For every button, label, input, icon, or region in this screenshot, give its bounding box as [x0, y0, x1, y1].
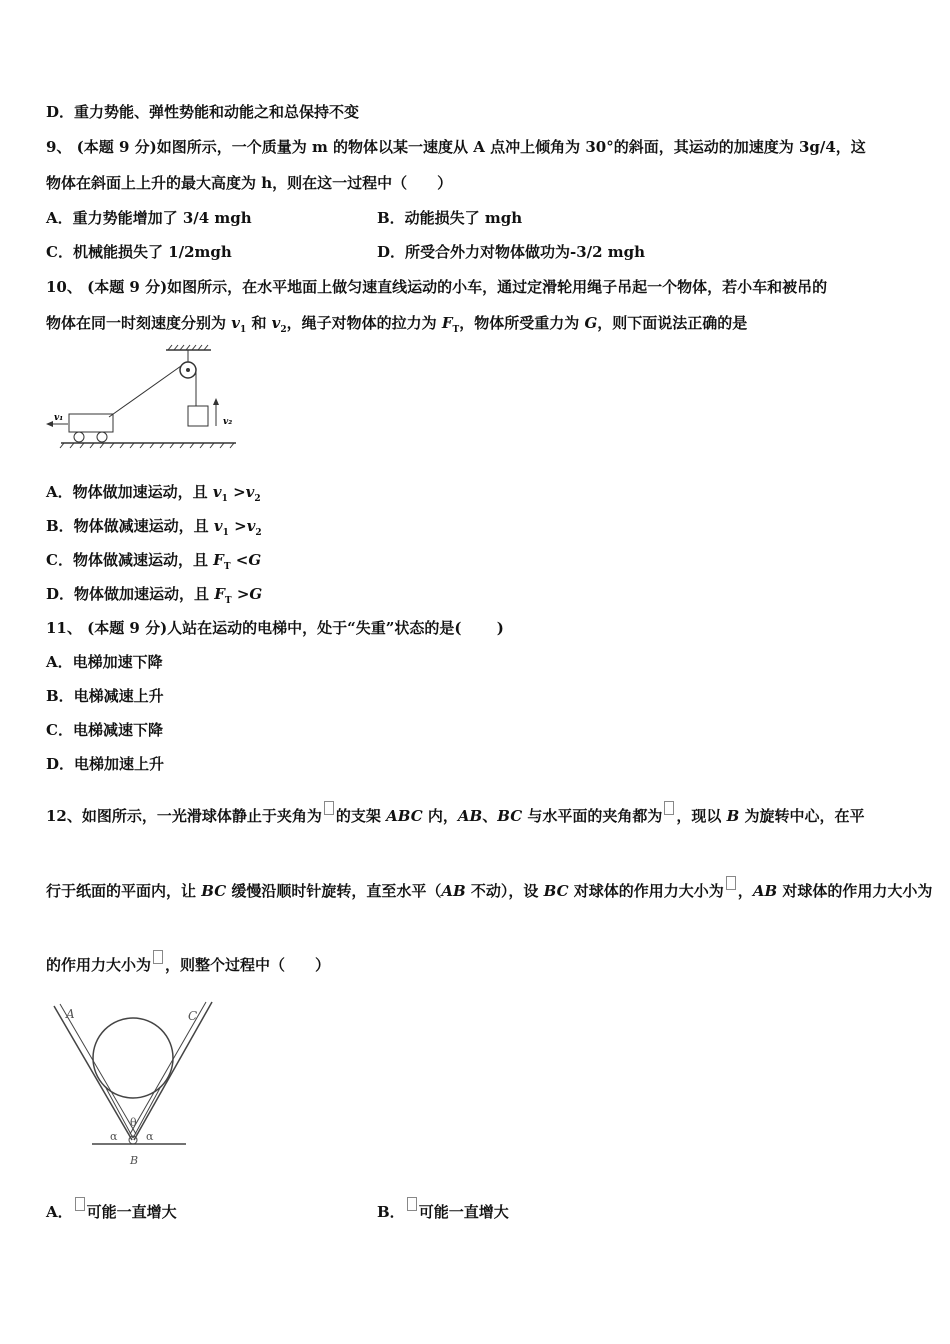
label-alpha-left: α — [110, 1130, 118, 1143]
q12-option-b — [377, 1197, 509, 1222]
q9-stem-line2: 物体在斜面上上升的最大高度为 h，则在这一过程中（ ） — [46, 174, 453, 192]
missing-symbol-icon — [324, 801, 334, 815]
q9-option-d: D．所受合外力对物体做功为-3/2 mgh — [377, 243, 646, 261]
q10-text: 物体在同一时刻速度分别为 — [46, 314, 232, 332]
ball — [93, 1018, 173, 1098]
v-symbol: v — [271, 314, 281, 332]
v2-label: v₂ — [223, 417, 233, 427]
BC-symbol: BC — [543, 882, 569, 900]
BC-symbol: BC — [497, 807, 523, 825]
label-A: A — [66, 1007, 75, 1021]
q9-option-c: C．机械能损失了 1/2mgh — [46, 243, 232, 261]
q11-option-d: D．电梯加速上升 — [46, 755, 165, 773]
q12-option-label: B． — [377, 1203, 405, 1221]
v-symbol: v — [213, 517, 223, 535]
sub: 2 — [255, 528, 262, 538]
sub: 1 — [239, 325, 247, 335]
q12-text: 不动），设 — [465, 882, 544, 900]
sub: T — [452, 325, 460, 335]
q12-option-text: 可能一直增大 — [418, 1203, 509, 1221]
q11-option-b: B．电梯减速上升 — [46, 687, 164, 705]
q10-figure — [46, 342, 246, 452]
q12-text: 的作用力大小为 — [46, 956, 152, 974]
q9-option-a: A．重力势能增加了 3/4 mgh — [46, 209, 252, 227]
AB-symbol: AB — [457, 807, 483, 825]
v-symbol: v — [231, 314, 240, 332]
v1-label: v₁ — [54, 413, 64, 423]
G-symbol: G — [249, 585, 263, 603]
q12-figure — [46, 998, 226, 1168]
q10-stem-line2 — [46, 313, 747, 340]
label-alpha-right: α — [146, 1130, 154, 1143]
q9-stem-line1: 9、 (本题 9 分)如图所示，一个质量为 m 的物体以某一速度从 A 点冲上倾角为 30°的斜面，其运动的加速度为 3g/4，这 — [46, 138, 866, 156]
q12-stem-line1 — [46, 801, 865, 826]
q10-option-b — [46, 516, 262, 543]
missing-symbol-icon — [407, 1197, 417, 1211]
missing-symbol-icon — [726, 876, 736, 890]
q10-text: 和 — [246, 314, 272, 332]
sub: 2 — [280, 325, 287, 335]
q11-option-a: A．电梯加速下降 — [46, 653, 163, 671]
label-theta: θ — [130, 1116, 137, 1129]
q10-text: B．物体做减速运动，且 — [46, 517, 214, 535]
v-symbol: v — [212, 483, 222, 501]
q12-text: 对球体的作用力大小为 — [568, 882, 724, 900]
AB-symbol: AB — [752, 882, 778, 900]
q8-option-d: D．重力势能、弹性势能和动能之和总保持不变 — [46, 103, 360, 121]
missing-symbol-icon — [75, 1197, 85, 1211]
q10-text: C．物体做减速运动，且 — [46, 551, 214, 569]
G-symbol: G — [584, 314, 598, 332]
sub: 1 — [222, 528, 229, 538]
AB-symbol: AB — [441, 882, 466, 900]
q10-text: ，物体所受重力为 — [459, 314, 585, 332]
missing-symbol-icon — [153, 950, 163, 964]
G-symbol: G — [248, 551, 262, 569]
q10-option-c — [46, 550, 261, 577]
v-symbol: v — [246, 517, 256, 535]
q9-option-b: B．动能损失了 mgh — [377, 209, 523, 227]
q12-option-a — [46, 1197, 177, 1222]
q12-text: 、 — [482, 807, 498, 825]
sub: T — [224, 596, 232, 606]
q12-text: ， — [737, 882, 753, 900]
q10-text: ，则下面说法正确的是 — [597, 314, 748, 332]
q12-option-text: 可能一直增大 — [86, 1203, 177, 1221]
q10-text: < — [230, 551, 249, 569]
q12-text: 内， — [422, 807, 458, 825]
q10-option-d — [46, 584, 262, 611]
label-B: B — [130, 1154, 139, 1167]
q12-option-label: A． — [46, 1203, 73, 1221]
q11-stem: 11、 (本题 9 分)人站在运动的电梯中，处于“失重”状态的是( ) — [46, 619, 504, 637]
q10-option-a — [46, 482, 261, 509]
F-symbol: F — [214, 585, 225, 603]
sub: T — [223, 562, 231, 572]
q12-text: 行于纸面的平面内，让 — [46, 882, 202, 900]
q10-stem-line1: 10、 (本题 9 分)如图所示，在水平地面上做匀速直线运动的小车，通过定滑轮用绳子吊起一个物体，若小车和被吊的 — [46, 278, 828, 296]
B-symbol: B — [726, 807, 740, 825]
F-symbol: F — [213, 551, 224, 569]
q12-text: ，则整个过程中（ ） — [165, 956, 331, 974]
F-symbol: F — [441, 314, 453, 332]
q12-text: 对球体的作用力大小为 — [777, 882, 933, 900]
missing-symbol-icon — [664, 801, 674, 815]
ABC-symbol: ABC — [386, 807, 423, 825]
v-symbol: v — [245, 483, 255, 501]
q11-option-c: C．电梯减速下降 — [46, 721, 163, 739]
label-C: C — [188, 1009, 198, 1023]
BC-symbol: BC — [201, 882, 227, 900]
q10-text: > — [231, 585, 250, 603]
q12-stem-line2 — [46, 876, 932, 901]
q12-text: ，现以 — [676, 807, 727, 825]
q10-text: > — [228, 517, 247, 535]
q12-text: 12、如图所示，一光滑球体静止于夹角为 — [46, 807, 322, 825]
q12-text: 缓慢沿顺时针旋转，直至水平（ — [226, 882, 442, 900]
sub: 1 — [221, 494, 228, 504]
q10-text: > — [227, 483, 246, 501]
cart — [69, 414, 113, 432]
sub: 2 — [254, 494, 261, 504]
q10-text: A．物体做加速运动，且 — [46, 483, 213, 501]
q12-text: 与水平面的夹角都为 — [522, 807, 663, 825]
q10-text: ，绳子对物体的拉力为 — [286, 314, 442, 332]
hanging-block — [188, 406, 208, 426]
q12-stem-line3 — [46, 950, 330, 975]
q12-text: 为旋转中心，在平 — [739, 807, 865, 825]
q12-text: 的支架 — [335, 807, 387, 825]
q10-text: D．物体做加速运动，且 — [46, 585, 215, 603]
